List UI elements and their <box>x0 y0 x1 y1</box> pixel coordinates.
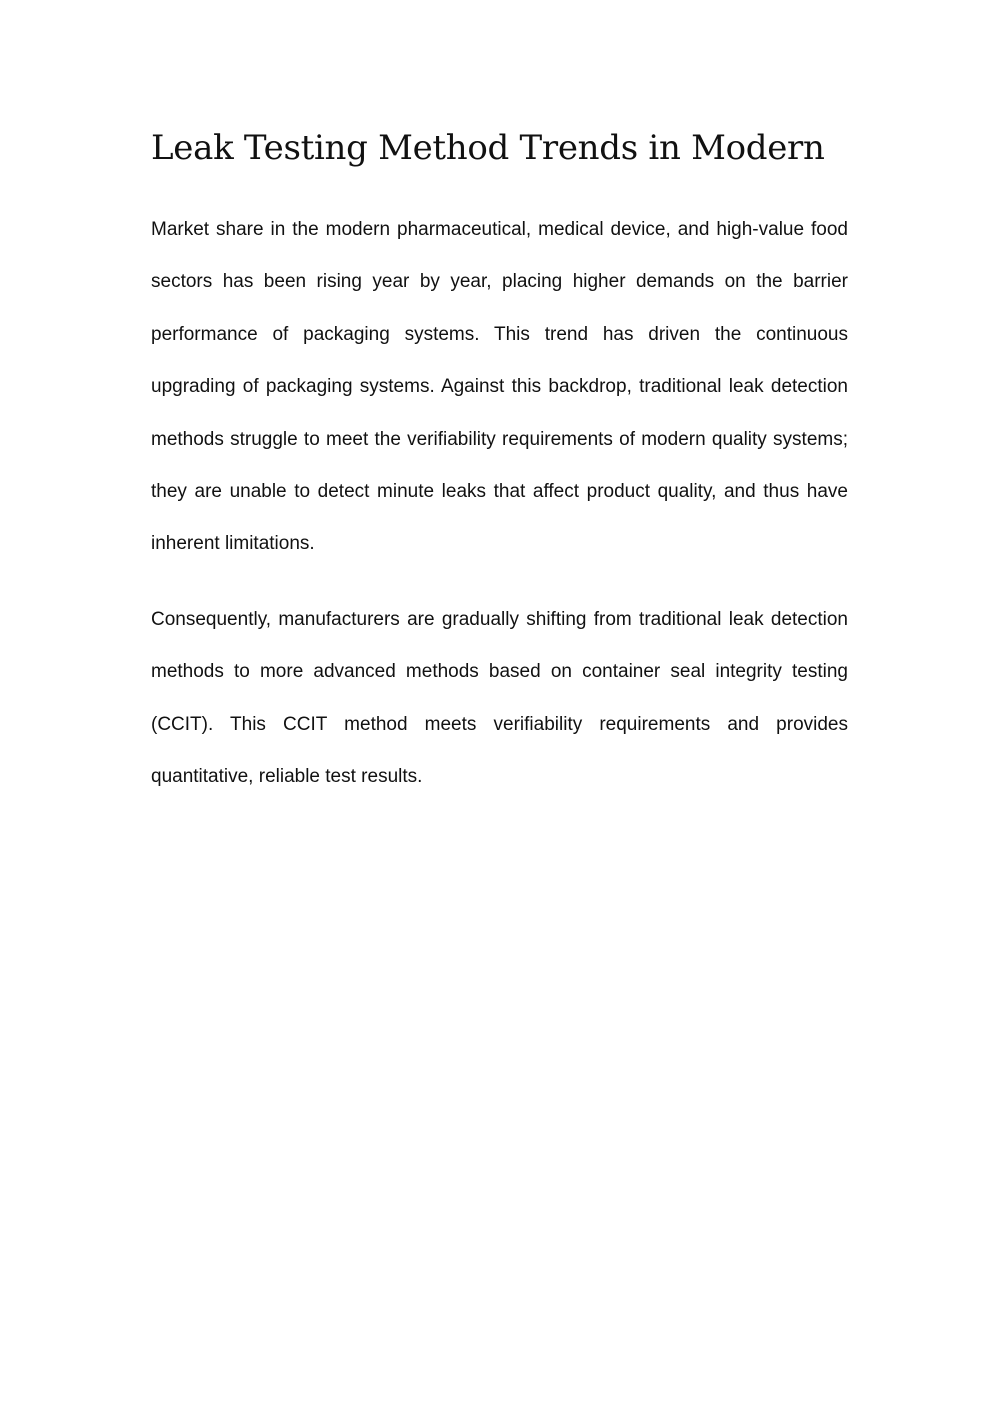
paragraph-ccit-shift: Consequently, manufacturers are gradually shifting from traditional leak detection methods to more advanced methods based on container seal integrity testing (CCIT). This CCIT method meets verifiability requirements and provides quantitative, reliable test results. <box>151 608 848 788</box>
document-body <box>151 118 848 803</box>
paragraph-market-share: Market share in the modern pharmaceutical, medical device, and high-value food sectors has been rising year by year, placing higher demands on the barrier performance of packaging systems. This trend has driven the continuous upgrading of packaging systems. Against this backdrop, traditional leak detection methods struggle to meet the verifiability requirements of modern quality systems; they are unable to detect minute leaks that affect product quality, and thus have inherent limitations. <box>151 219 848 555</box>
document-title: Leak Testing Method Trends in Modern <box>151 128 825 168</box>
